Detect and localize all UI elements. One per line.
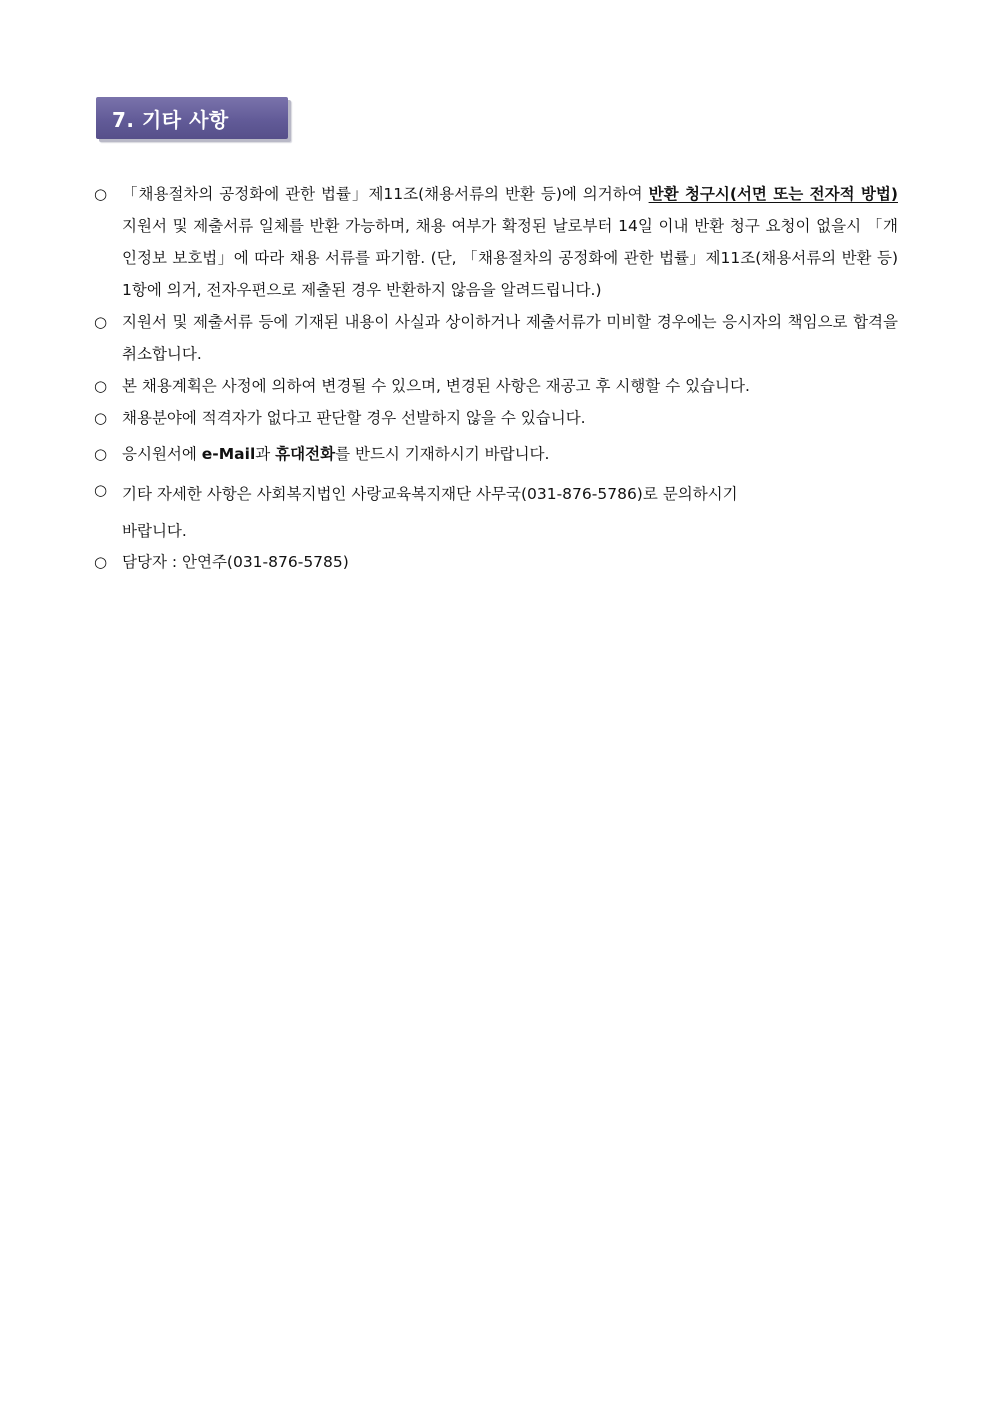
list-item-no-qualified: [94, 402, 898, 434]
list-item-contact-required: [94, 438, 898, 470]
item-text: 채용분야에 적격자가 없다고 판단할 경우 선발하지 않을 수 있습니다.: [122, 409, 586, 427]
list-item-plan-change: [94, 370, 898, 402]
item-text: 「채용절차의 공정화에 관한 법률」제11조(채용서류의 반환 등)에 의거하여: [122, 185, 649, 203]
list-item-person-in-charge: [94, 546, 898, 578]
item-text: 지원서 및 제출서류 등에 기재된 내용이 사실과 상이하거나 제출서류가 미비할 경우에는 응시자의 책임으로 합격을 취소합니다.: [122, 313, 898, 363]
item-text: 지원서 및 제출서류 일체를 반환 가능하며, 채용 여부가 확정된 날로부터 14일 이내 반환 청구 요청이 없을시 「개인정보 보호법」에 따라 채용 서류를 파기함. (단, 「채용절차의 공정화에 관한 법률」제11조(채용서류의 반환 등) 1항에 의거, 전자우편으로 제출된 경우 반환하지 않음을 알려드립니다.): [122, 217, 898, 299]
circle-bullet-icon: ○: [94, 377, 108, 395]
section-title: 7. 기타 사항: [112, 107, 229, 132]
list-item-inquiry: [94, 474, 898, 548]
item-text: 를 반드시 기재하시기 바랍니다.: [335, 445, 550, 463]
notice-list: [94, 178, 898, 578]
item-text: 과: [255, 445, 276, 463]
item-text-line: 기타 자세한 사항은 사회복지법인 사랑교육복지재단 사무국(031-876-5786)로 문의하시기: [122, 485, 738, 503]
item-bold-phone: 휴대전화: [275, 445, 336, 463]
item-bold-email: e-Mail: [201, 445, 256, 463]
circle-bullet-icon: ○: [94, 553, 108, 571]
item-emphasis: 반환 청구시(서면 또는 전자적 방법): [648, 185, 898, 203]
item-text: 본 채용계획은 사정에 의하여 변경될 수 있으며, 변경된 사항은 재공고 후 시행할 수 있습니다.: [122, 377, 750, 395]
item-text: 담당자 : 안연주(031-876-5785): [122, 553, 349, 571]
item-text: 응시원서에: [122, 445, 202, 463]
section-header: [96, 97, 288, 139]
circle-bullet-icon: ○: [94, 313, 108, 331]
circle-bullet-icon: ○: [94, 409, 108, 427]
circle-bullet-icon: ○: [94, 185, 108, 203]
circle-bullet-icon: ○: [94, 481, 108, 499]
list-item-return-policy: [94, 178, 898, 306]
list-item-false-info: [94, 306, 898, 370]
circle-bullet-icon: ○: [94, 445, 108, 463]
item-text-line: 바랍니다.: [122, 522, 187, 540]
